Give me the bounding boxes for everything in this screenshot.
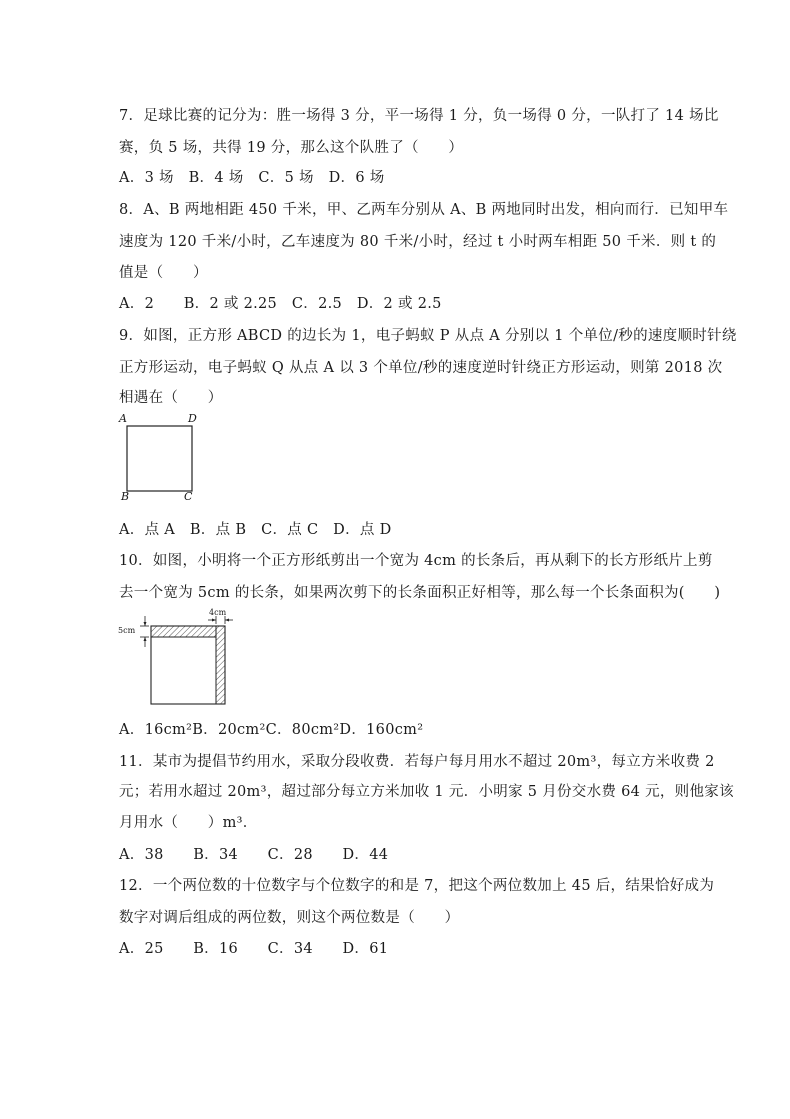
q11-stem-line-2: 元；若用水超过 20m³，超过部分每立方米加收 1 元．小明家 5 月份交水费 64 元，则他家该 (119, 784, 734, 800)
q11-stem-line-3: 月用水（ ）m³． (119, 815, 258, 831)
q7-stem-line-1: 7．足球比赛的记分为：胜一场得 3 分，平一场得 1 分，负一场得 0 分，一队打了 14 场比 (119, 108, 719, 124)
width-label-4cm: 4cm (209, 608, 227, 617)
q12-stem-line-2: 数字对调后组成的两位数，则这个两位数是（ ） (119, 910, 460, 926)
q10-paper-strip-figure (118, 608, 238, 708)
q11-options: A．38 B．34 C．28 D．44 (119, 847, 389, 863)
q9-stem-line-1: 9．如图，正方形 ABCD 的边长为 1，电子蚂蚁 P 从点 A 分别以 1 个单位/秒的速度顺时针绕 (119, 328, 737, 344)
q9-square-figure (118, 412, 208, 504)
q12-options: A．25 B．16 C．34 D．61 (119, 941, 389, 957)
square-abcd (118, 412, 208, 504)
vertex-label-c: C (184, 490, 193, 503)
q12-stem-line-1: 12．一个两位数的十位数字与个位数字的和是 7，把这个两位数加上 45 后，结果恰好成为 (119, 878, 715, 894)
paper-square-diagram (118, 608, 238, 708)
vertex-label-b: B (121, 490, 130, 503)
width-label-5cm: 5cm (118, 626, 136, 635)
q10-stem-line-1: 10．如图，小明将一个正方形纸剪出一个宽为 4cm 的长条后，再从剩下的长方形纸片上剪 (119, 553, 713, 569)
q8-options: A．2 B．2 或 2.25 C．2.5 D．2 或 2.5 (119, 296, 442, 312)
q10-stem-line-2: 去一个宽为 5cm 的长条，如果两次剪下的长条面积正好相等，那么每一个长条面积为( ) (119, 585, 721, 601)
q8-stem-line-3: 值是（ ） (119, 265, 208, 281)
q7-options: A．3 场 B．4 场 C．5 场 D．6 场 (119, 170, 385, 186)
q9-stem-line-2: 正方形运动，电子蚂蚁 Q 从点 A 以 3 个单位/秒的速度逆时针绕正方形运动，则第 2018 次 (119, 360, 723, 376)
q9-options: A．点 A B．点 B C．点 C D．点 D (119, 522, 392, 538)
vertex-label-a: A (119, 412, 127, 425)
q9-stem-line-3: 相遇在（ ） (119, 390, 223, 406)
vertex-label-d: D (188, 412, 197, 425)
q8-stem-line-2: 速度为 120 千米/小时，乙车速度为 80 千米/小时，经过 t 小时两车相距 50 千米．则 t 的 (119, 234, 717, 250)
q8-stem-line-1: 8．A、B 两地相距 450 千米，甲、乙两车分别从 A、B 两地同时出发，相向而行．已知甲车 (119, 202, 729, 218)
q11-stem-line-1: 11．某市为提倡节约用水，采取分段收费．若每户每月用水不超过 20m³，每立方米收费 2 (119, 754, 715, 770)
q7-stem-line-2: 赛，负 5 场，共得 19 分，那么这个队胜了（ ） (119, 140, 464, 156)
q10-options: A．16cm²B．20cm²C．80cm²D．160cm² (119, 722, 424, 738)
